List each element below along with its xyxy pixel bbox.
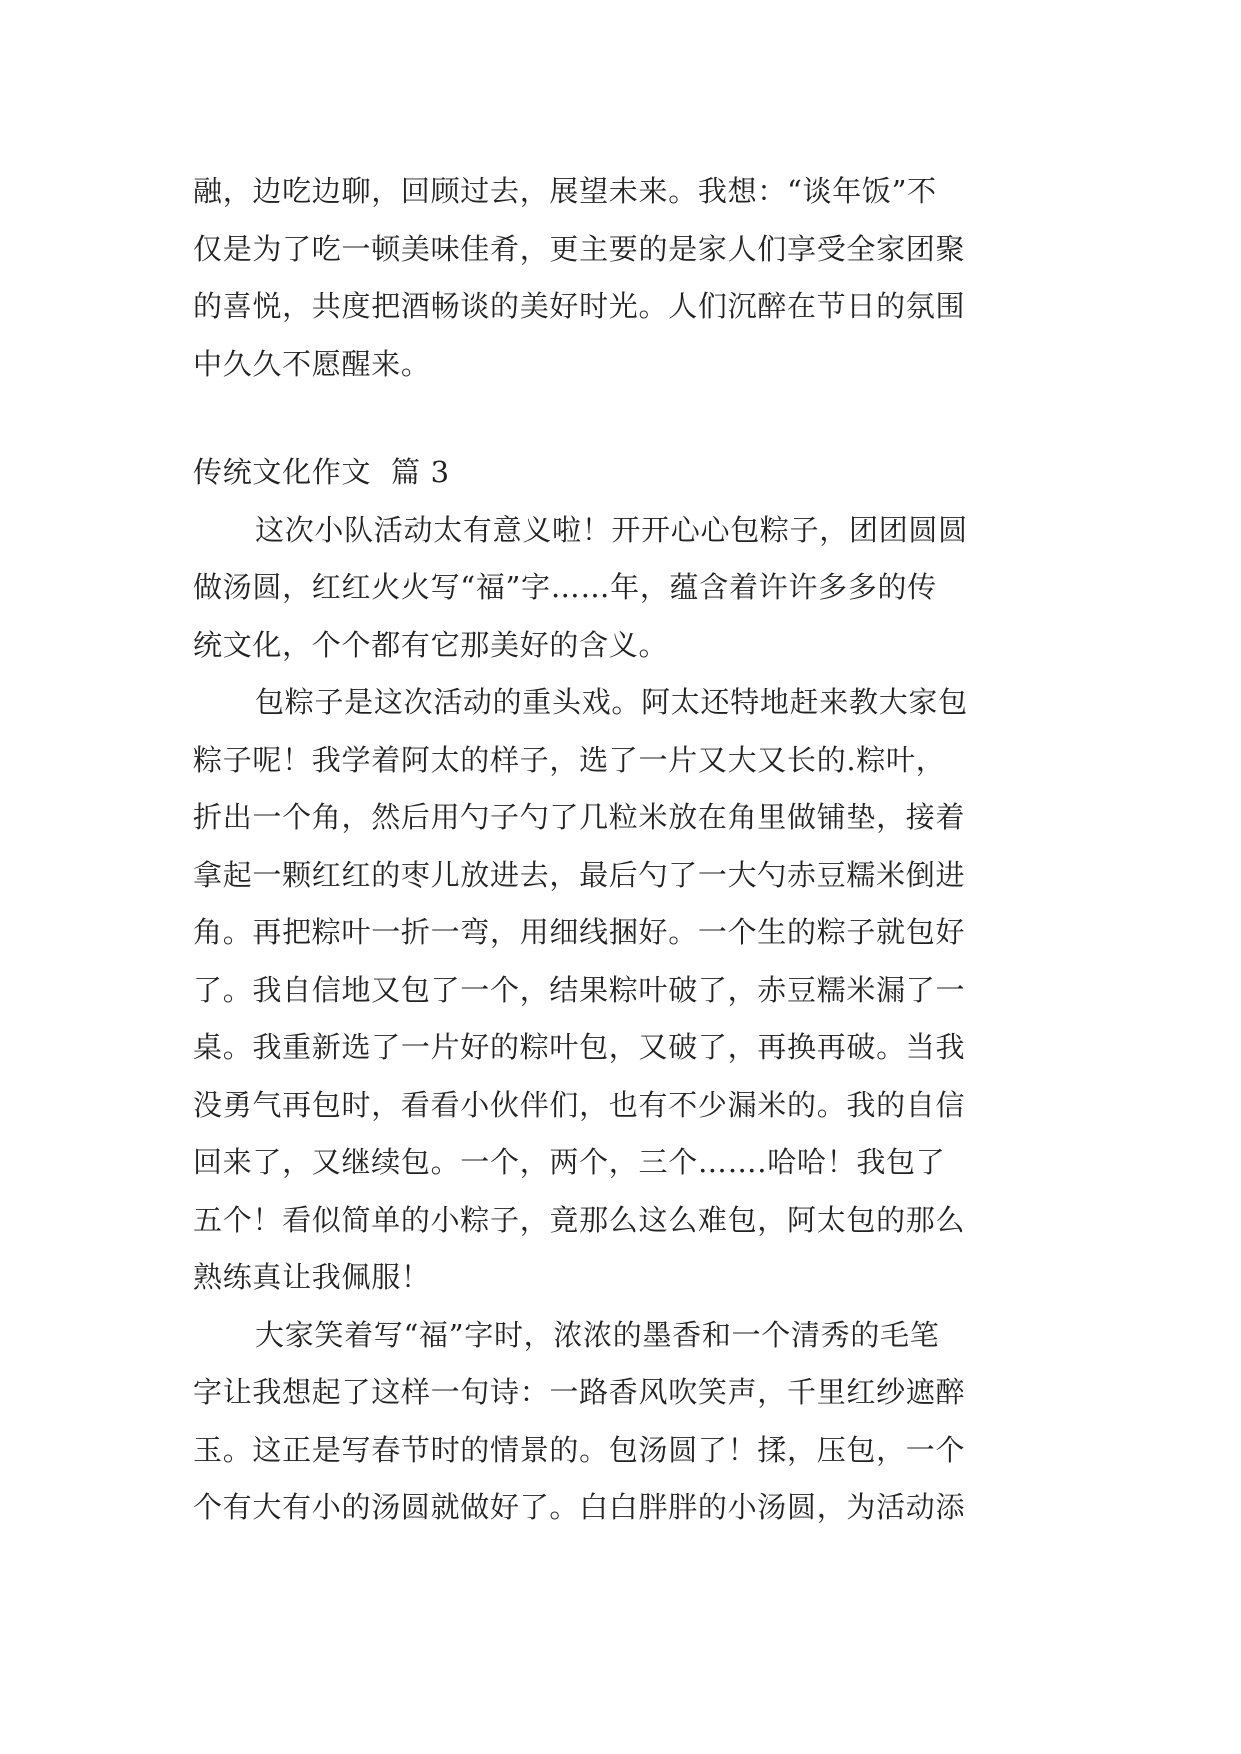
section-spacer <box>193 393 1053 444</box>
text-line: 没勇气再包时，看看小伙伴们，也有不少漏米的。我的自信 <box>193 1087 966 1122</box>
text-line: 粽子呢！我学着阿太的样子，选了一片又大又长的.粽叶， <box>193 742 946 777</box>
paragraph-2 <box>193 674 1053 1307</box>
text-line: 这次小队活动太有意义啦！开开心心包粽子，团团圆圆 <box>255 512 968 547</box>
text-line: 了。我自信地又包了一个，结果粽叶破了，赤豆糯米漏了一 <box>193 972 966 1007</box>
text-line: 大家笑着写“福”字时，浓浓的墨香和一个清秀的毛笔 <box>255 1317 940 1352</box>
text-line: 折出一个角，然后用勺子勺了几粒米放在角里做铺垫，接着 <box>193 800 966 834</box>
text-line: 统文化，个个都有它那美好的含义。 <box>193 627 669 662</box>
paragraph-3 <box>193 1307 1053 1537</box>
text-line: 拿起一颗红红的枣儿放进去，最后勺了一大勺赤豆糯米倒进 <box>193 857 966 892</box>
paragraph-1 <box>193 502 1053 675</box>
text-line: 的喜悦，共度把酒畅谈的美好时光。人们沉醉在节日的氛围 <box>193 289 966 323</box>
text-line: 回来了，又继续包。一个，两个，三个…….哈哈！我包了 <box>193 1145 946 1179</box>
text-line: 个有大有小的汤圆就做好了。白白胖胖的小汤圆，为活动添 <box>193 1490 966 1524</box>
text-line: 桌。我重新选了一片好的粽叶包，又破了，再换再破。当我 <box>193 1030 966 1064</box>
section-heading: 传统文化作文 篇 3 <box>193 455 450 489</box>
text-line: 包粽子是这次活动的重头戏。阿太还特地赶来教大家包 <box>255 685 968 719</box>
text-line: 玉。这正是写春节时的情景的。包汤圆了！揉，压包，一个 <box>193 1432 966 1467</box>
document-page <box>193 163 1053 1537</box>
text-line: 融，边吃边聊，回顾过去，展望未来。我想：“谈年饭”不 <box>193 174 937 208</box>
text-line: 五个！看似简单的小粽子，竟那么这么难包，阿太包的那么 <box>193 1202 966 1237</box>
text-line: 字让我想起了这样一句诗：一路香风吹笑声，千里红纱遮醉 <box>193 1375 966 1409</box>
text-line: 做汤圆，红红火火写“福”字……年，蕴含着许许多多的传 <box>193 570 937 604</box>
text-line: 角。再把粽叶一折一弯，用细线捆好。一个生的粽子就包好 <box>193 915 966 949</box>
text-line: 仅是为了吃一顿美味佳肴，更主要的是家人们享受全家团聚 <box>193 231 966 266</box>
intro-paragraph <box>193 163 1053 393</box>
text-line: 中久久不愿醒来。 <box>193 346 431 381</box>
text-line: 熟练真让我佩服！ <box>193 1260 431 1294</box>
